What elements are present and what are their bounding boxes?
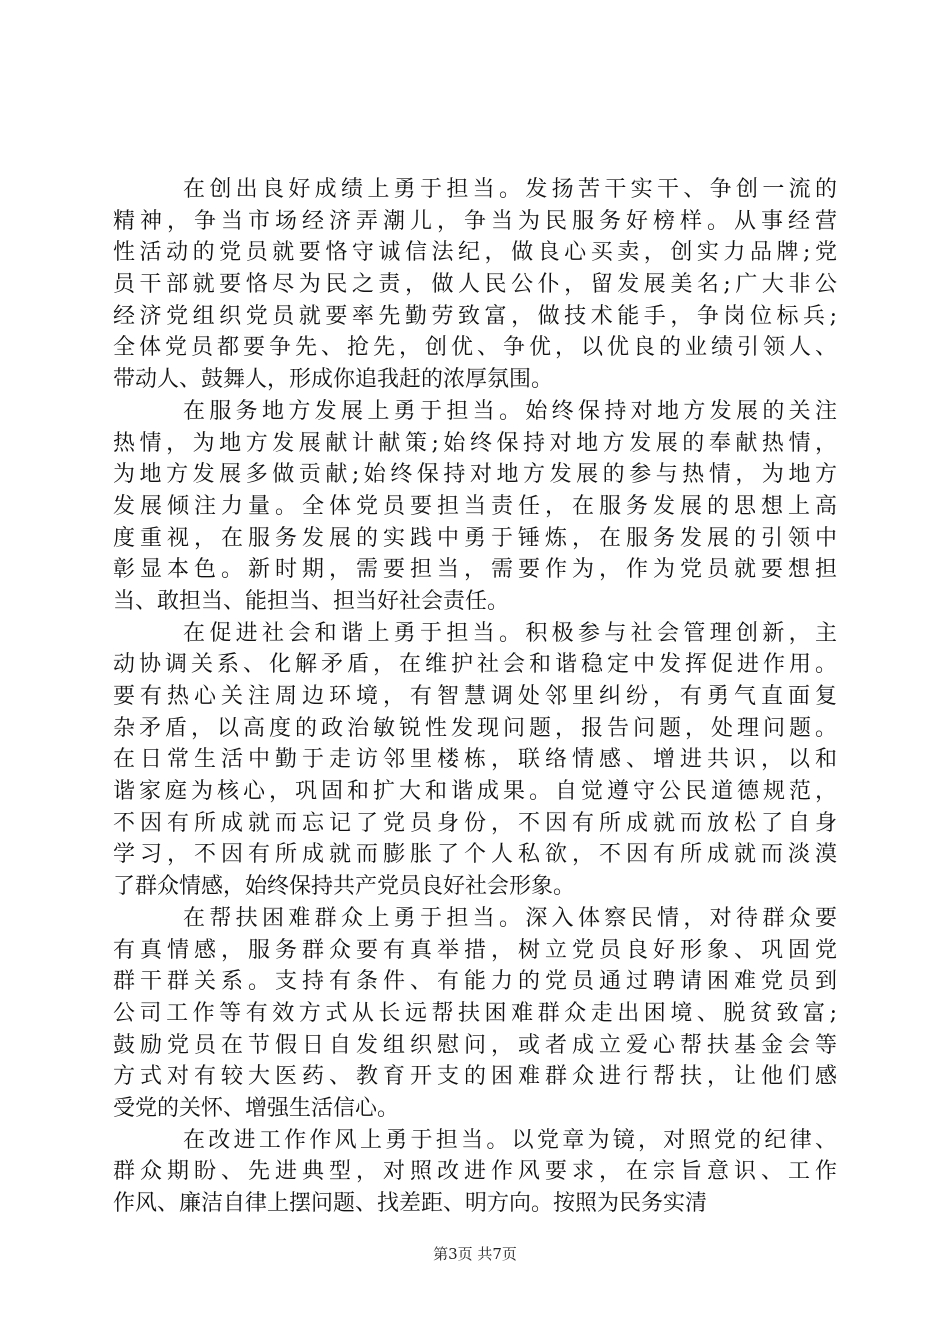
text-line: 有真情感，服务群众要有真举措，树立党员良好形象、巩固党 bbox=[113, 937, 837, 963]
text-line: 性活动的党员就要恪守诚信法纪，做良心买卖，创实力品牌;党 bbox=[113, 240, 837, 266]
text-line: 在促进社会和谐上勇于担当。积极参与社会管理创新，主 bbox=[183, 620, 837, 646]
text-line: 发展倾注力量。全体党员要担当责任，在服务发展的思想上高 bbox=[113, 493, 837, 519]
text-line: 当、敢担当、能担当、担当好社会责任。 bbox=[113, 588, 510, 614]
text-line: 为地方发展多做贡献;始终保持对地方发展的参与热情，为地方 bbox=[113, 462, 837, 488]
text-line: 在服务地方发展上勇于担当。始终保持对地方发展的关注 bbox=[183, 398, 837, 424]
paragraph bbox=[113, 903, 837, 1125]
text-line: 员干部就要恪尽为民之责，做人民公仆，留发展美名;广大非公 bbox=[113, 272, 837, 298]
text-line: 群众期盼、先进典型，对照改进作风要求，在宗旨意识、工作 bbox=[113, 1159, 837, 1185]
text-line: 经济党组织党员就要率先勤劳致富，做技术能手，争岗位标兵; bbox=[113, 303, 837, 329]
text-line: 谐家庭为核心，巩固和扩大和谐成果。自觉遵守公民道德规范， bbox=[113, 779, 837, 805]
text-line: 群干群关系。支持有条件、有能力的党员通过聘请困难党员到 bbox=[113, 969, 837, 995]
text-line: 作风、廉洁自律上摆问题、找差距、明方向。按照为民务实清 bbox=[113, 1191, 708, 1216]
paragraph bbox=[113, 174, 837, 396]
text-line: 要有热心关注周边环境，有智慧调处邻里纠纷，有勇气直面复 bbox=[113, 684, 837, 709]
text-line: 公司工作等有效方式从长远帮扶困难群众走出困境、脱贫致富; bbox=[113, 1000, 837, 1026]
text-line: 受党的关怀、增强生活信心。 bbox=[113, 1095, 400, 1121]
text-line: 了群众情感，始终保持共产党员良好社会形象。 bbox=[113, 874, 576, 900]
document-body bbox=[113, 174, 837, 1220]
text-line: 带动人、鼓舞人，形成你追我赶的浓厚氛围。 bbox=[113, 367, 554, 393]
text-line: 杂矛盾，以高度的政治敏锐性发现问题，报告问题，处理问题。 bbox=[113, 715, 837, 741]
paragraph bbox=[113, 1125, 837, 1220]
paragraph bbox=[113, 618, 837, 903]
text-line: 鼓励党员在节假日自发组织慰问，或者成立爱心帮扶基金会等 bbox=[113, 1032, 837, 1058]
text-line: 全体党员都要争先、抢先，创优、争优，以优良的业绩引领人、 bbox=[113, 335, 837, 361]
text-line: 在日常生活中勤于走访邻里楼栋，联络情感、增进共识，以和 bbox=[113, 747, 837, 773]
text-line: 学习，不因有所成就而膨胀了个人私欲，不因有所成就而淡漠 bbox=[113, 842, 837, 868]
text-line: 不因有所成就而忘记了党员身份，不因有所成就而放松了自身 bbox=[113, 810, 837, 836]
text-line: 度重视，在服务发展的实践中勇于锤炼，在服务发展的引领中 bbox=[113, 525, 837, 551]
text-line: 热情，为地方发展献计献策;始终保持对地方发展的奉献热情， bbox=[113, 430, 837, 456]
text-line: 在改进工作作风上勇于担当。以党章为镜，对照党的纪律、 bbox=[183, 1127, 837, 1153]
page-footer: 第3页 共7页 bbox=[433, 1245, 517, 1263]
text-line: 在帮扶困难群众上勇于担当。深入体察民情，对待群众要 bbox=[183, 905, 837, 931]
text-line: 在创出良好成绩上勇于担当。发扬苦干实干、争创一流的 bbox=[183, 177, 837, 202]
text-line: 彰显本色。新时期，需要担当，需要作为，作为党员就要想担 bbox=[113, 557, 837, 583]
paragraph bbox=[113, 396, 837, 618]
text-line: 方式对有较大医药、教育开支的困难群众进行帮扶，让他们感 bbox=[113, 1064, 837, 1090]
text-line: 动协调关系、化解矛盾，在维护社会和谐稳定中发挥促进作用。 bbox=[113, 652, 837, 678]
text-line: 精神，争当市场经济弄潮儿，争当为民服务好榜样。从事经营 bbox=[113, 208, 837, 234]
